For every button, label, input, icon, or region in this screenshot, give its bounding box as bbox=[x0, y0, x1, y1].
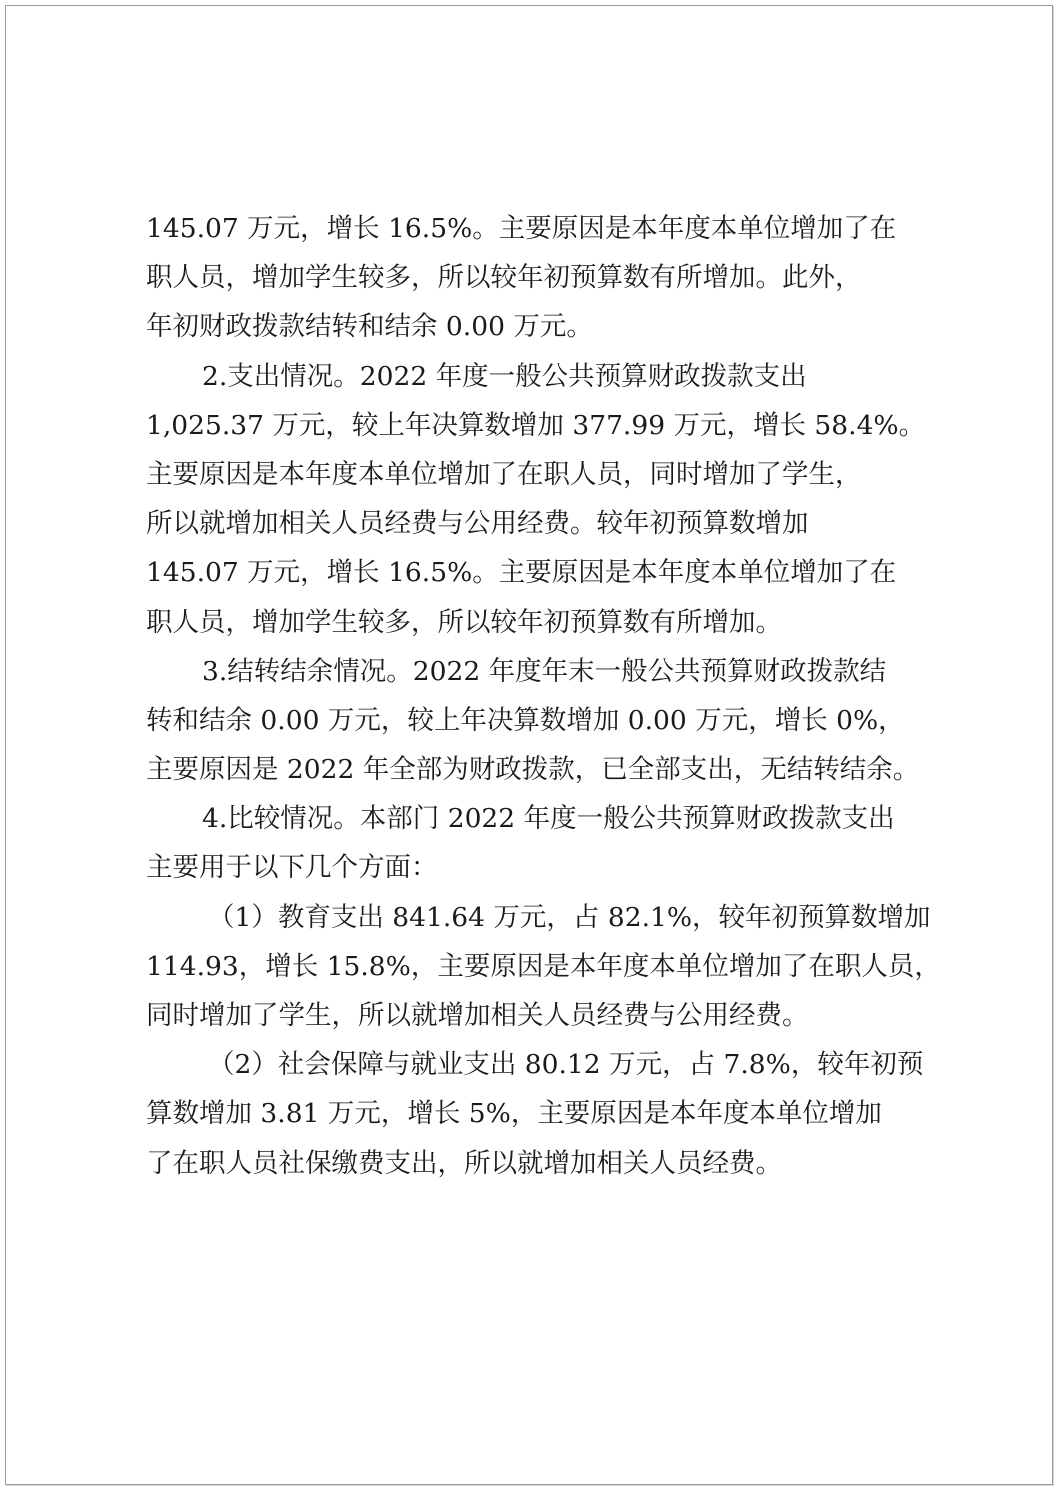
text-line: 114.93，增长 15.8%，主要原因是本年度本单位增加了在职人员， bbox=[146, 950, 941, 982]
document-page bbox=[5, 5, 1053, 1485]
list-item-education: （1）教育支出 841.64 万元，占 82.1%，较年初预算数增加 bbox=[208, 901, 931, 933]
text-line: 145.07 万元，增长 16.5%。主要原因是本年度本单位增加了在 bbox=[146, 557, 897, 589]
text-line: 同时增加了学生，所以就增加相关人员经费与公用经费。 bbox=[146, 1000, 809, 1031]
text-line: 算数增加 3.81 万元，增长 5%，主要原因是本年度本单位增加 bbox=[146, 1098, 882, 1130]
text-line: 主要原因是本年度本单位增加了在职人员，同时增加了学生， bbox=[146, 458, 862, 490]
text-line: 1,025.37 万元，较上年决算数增加 377.99 万元，增长 58.4%。 bbox=[146, 409, 926, 441]
text-line: 145.07 万元，增长 16.5%。主要原因是本年度本单位增加了在 bbox=[146, 213, 897, 244]
text-line: 转和结余 0.00 万元，较上年决算数增加 0.00 万元，增长 0%， bbox=[146, 704, 905, 736]
text-line: 所以就增加相关人员经费与公用经费。较年初预算数增加 bbox=[146, 508, 809, 540]
section-heading-expenditure: 2.支出情况。2022 年度一般公共预算财政拨款支出 bbox=[202, 360, 807, 392]
text-line: 主要原因是 2022 年全部为财政拨款，已全部支出，无结转结余。 bbox=[146, 754, 920, 786]
section-heading-comparison: 4.比较情况。本部门 2022 年度一般公共预算财政拨款支出 bbox=[202, 803, 895, 835]
body-text bbox=[146, 204, 946, 1188]
text-line: 职人员，增加学生较多，所以较年初预算数有所增加。 bbox=[146, 606, 782, 638]
list-item-social-security: （2）社会保障与就业支出 80.12 万元，占 7.8%，较年初预 bbox=[208, 1049, 924, 1081]
text-line: 了在职人员社保缴费支出，所以就增加相关人员经费。 bbox=[146, 1147, 782, 1179]
text-line: 年初财政拨款结转和结余 0.00 万元。 bbox=[146, 311, 593, 343]
text-line: 职人员，增加学生较多，所以较年初预算数有所增加。此外， bbox=[146, 262, 862, 294]
section-heading-carryover: 3.结转结余情况。2022 年度年末一般公共预算财政拨款结 bbox=[202, 655, 887, 687]
text-line: 主要用于以下几个方面： bbox=[146, 852, 438, 884]
